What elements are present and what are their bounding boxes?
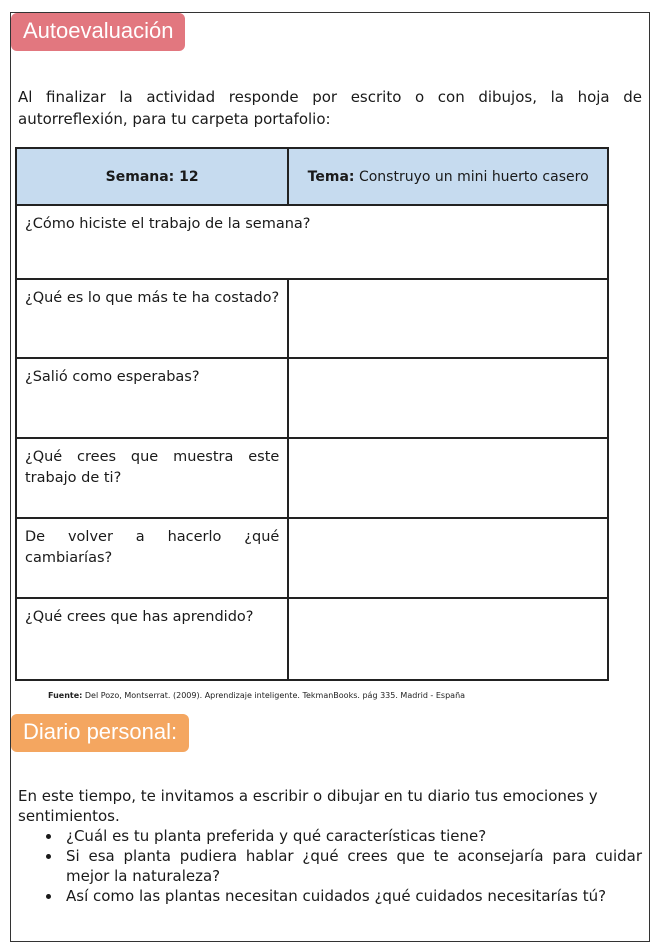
table-row: [16, 438, 608, 518]
question-text: ¿Qué es lo que más te ha costado?: [25, 290, 280, 306]
table-row: [16, 205, 608, 279]
week-label: Semana: 12: [105, 168, 199, 185]
source-label: Fuente:: [48, 691, 83, 700]
list-item: • Si esa planta pudiera hablar ¿qué crees que te aconsejaría para cuidar mejor la naturaleza?: [62, 846, 642, 886]
table-row: [16, 279, 608, 358]
table-row: [16, 518, 608, 598]
question-text: ¿Qué crees que muestra este trabajo de ti?: [25, 449, 280, 486]
question-text: De volver a hacerlo ¿qué cambiarías?: [25, 529, 280, 566]
answer-cell[interactable]: [288, 518, 608, 598]
question-text: ¿Salió como esperabas?: [25, 369, 200, 385]
question-text: ¿Cómo hiciste el trabajo de la semana?: [25, 216, 311, 232]
answer-cell[interactable]: [288, 598, 608, 680]
question-cell: [16, 518, 288, 598]
autoevaluacion-table: [15, 147, 609, 681]
autoevaluacion-title: Autoevaluación: [11, 13, 185, 51]
source-text: Del Pozo, Montserrat. (2009). Aprendizaje inteligente. TekmanBooks. pág 335. Madrid - España: [82, 691, 466, 700]
answer-cell[interactable]: [288, 438, 608, 518]
topic-text: Construyo un mini huerto casero: [354, 168, 589, 185]
question-cell: [16, 205, 608, 279]
diario-list: [18, 826, 642, 906]
question-cell: [16, 438, 288, 518]
autoevaluacion-intro: Al finalizar la actividad responde por escrito o con dibujos, la hoja de autorreflexión, para tu carpeta portafolio:: [18, 88, 642, 128]
diario-body: [18, 786, 642, 906]
list-item: • ¿Cuál es tu planta preferida y qué características tiene?: [62, 826, 642, 846]
source-citation: [48, 691, 465, 700]
topic-label: Tema:: [307, 168, 355, 185]
answer-cell[interactable]: [288, 279, 608, 358]
question-cell: [16, 279, 288, 358]
table-header-row: [16, 148, 608, 205]
list-item: • Así como las plantas necesitan cuidados ¿qué cuidados necesitarías tú?: [62, 886, 642, 906]
answer-cell[interactable]: [288, 358, 608, 438]
diario-title: Diario personal:: [11, 714, 189, 752]
question-cell: [16, 598, 288, 680]
topic-cell: [288, 148, 608, 205]
week-cell: [16, 148, 288, 205]
question-text: ¿Qué crees que has aprendido?: [25, 609, 254, 625]
diario-intro: En este tiempo, te invitamos a escribir o dibujar en tu diario tus emociones y sentimientos.: [18, 787, 598, 825]
question-cell: [16, 358, 288, 438]
table-row: [16, 358, 608, 438]
table-row: [16, 598, 608, 680]
